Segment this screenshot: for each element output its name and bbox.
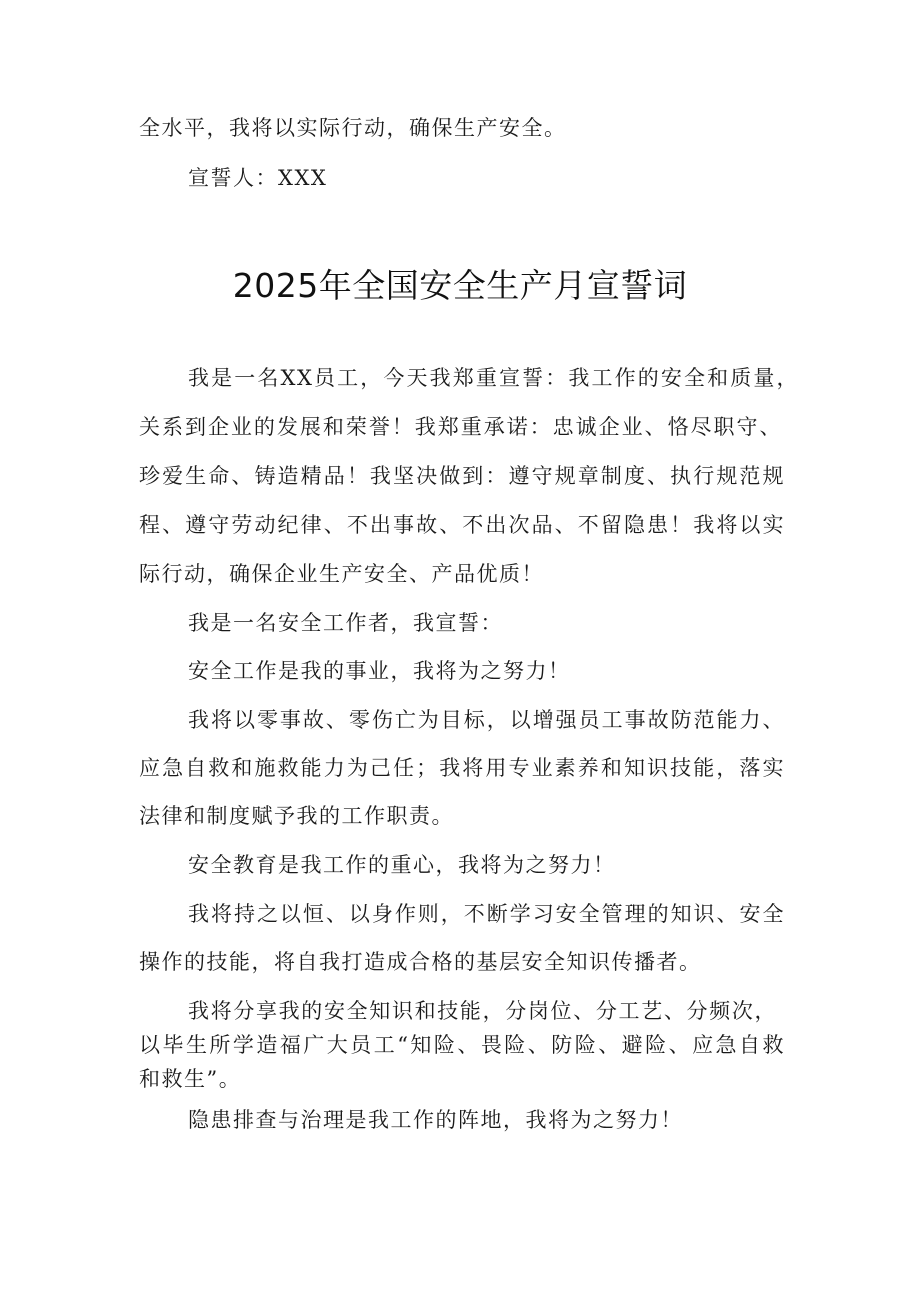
paragraph-3: 安全工作是我的事业，我将为之努力！ [188, 659, 571, 683]
signer-line: 宣誓人：XXX [188, 166, 328, 190]
paragraph-7-line-2: 以毕生所学造福广大员工“知险、畏险、防险、避险、应急自救 [139, 1033, 785, 1057]
paragraph-6-line-2: 操作的技能，将自我打造成合格的基层安全知识传播者。 [139, 950, 702, 974]
paragraph-8: 隐患排查与治理是我工作的阵地，我将为之努力！ [188, 1108, 683, 1132]
paragraph-1-line-4: 程、遵守劳动纪律、不出事故、不出次品、不留隐患！我将以实 [139, 513, 785, 537]
paragraph-4-line-2: 应急自救和施救能力为己任；我将用专业素养和知识技能，落实 [139, 756, 785, 780]
paragraph-1-line-5: 际行动，确保企业生产安全、产品优质！ [139, 562, 544, 586]
paragraph-7-line-1: 我将分享我的安全知识和技能，分岗位、分工艺、分频次， [188, 999, 777, 1023]
paragraph-1-line-2: 关系到企业的发展和荣誉！我郑重承诺：忠诚企业、恪尽职守、 [139, 415, 782, 439]
paragraph-1-line-3: 珍爱生命、铸造精品！我坚决做到：遵守规章制度、执行规范规 [139, 464, 785, 488]
continuation-line: 全水平，我将以实际行动，确保生产安全。 [139, 116, 567, 140]
paragraph-5: 安全教育是我工作的重心，我将为之努力！ [188, 853, 616, 877]
paragraph-6-line-1: 我将持之以恒、以身作则，不断学习安全管理的知识、安全 [188, 902, 785, 926]
paragraph-1-line-1: 我是一名XX员工，今天我郑重宣誓：我工作的安全和质量， [188, 366, 799, 390]
document-title: 2025年全国安全生产月宣誓词 [232, 266, 688, 305]
paragraph-4-line-3: 法律和制度赋予我的工作职责。 [139, 804, 454, 828]
paragraph-7-line-3: 和救生”。 [139, 1067, 242, 1091]
paragraph-4-line-1: 我将以零事故、零伤亡为目标，以增强员工事故防范能力、 [188, 708, 785, 732]
paragraph-2: 我是一名安全工作者，我宣誓： [188, 611, 503, 635]
